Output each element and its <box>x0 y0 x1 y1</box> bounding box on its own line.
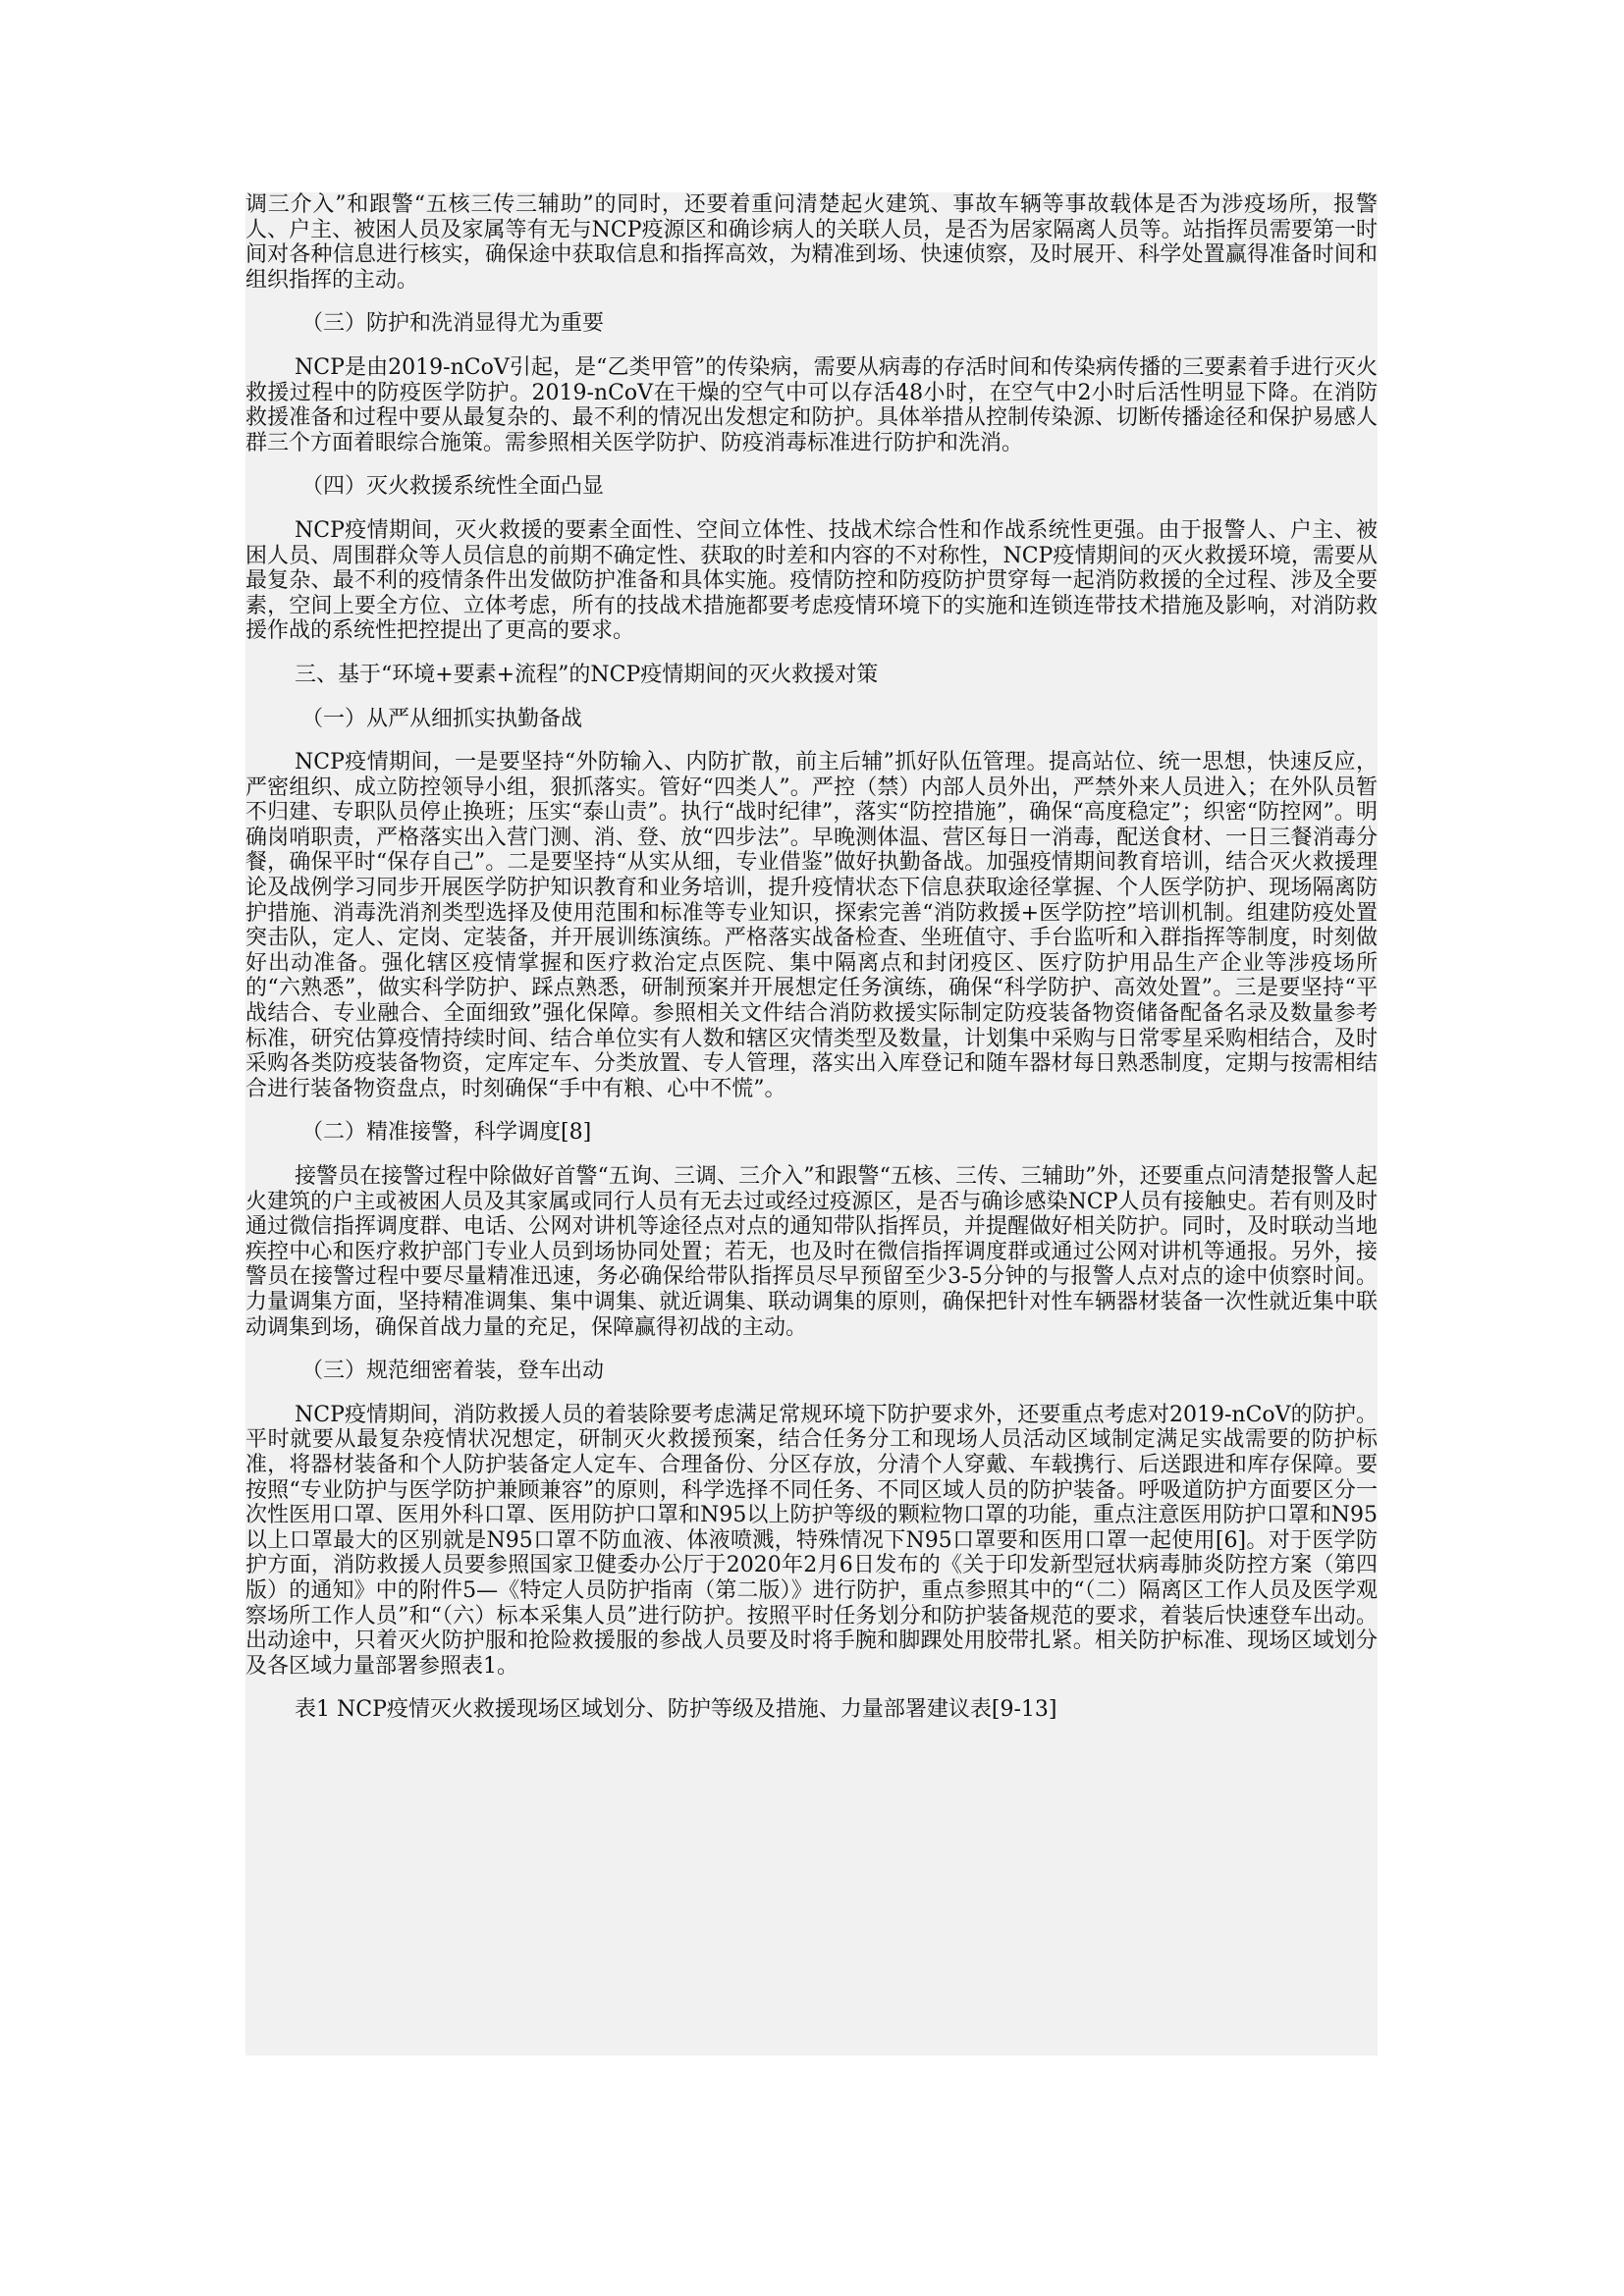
paragraph: 接警员在接警过程中除做好首警“五询、三调、三介入”和跟警“五核、三传、三辅助”外，还要重点问清楚报警人起火建筑的户主或被困人员及其家属或同行人员有无去过或经过疫源区，是否与确诊感染NCP人员有接触史。若有则及时通过微信指挥调度群、电话、公网对讲机等途径点对点的通知带队指挥员，并提醒做好相关防护。同时，及时联动当地疾控中心和医疗救护部门专业人员到场协同处置；若无，也及时在微信指挥调度群或通过公网对讲机等通报。另外，接警员在接警过程中要尽量精准迅速，务必确保给带队指挥员尽早预留至少3-5分钟的与报警人点对点的途中侦察时间。力量调集方面，坚持精准调集、集中调集、就近调集、联动调集的原则，确保把针对性车辆器材装备一次性就近集中联动调集到场，确保首战力量的充足，保障赢得初战的主动。 <box>245 1164 1378 1340</box>
section-heading-4: （四）灭火救援系统性全面凸显 <box>301 474 605 500</box>
section-heading-1: （一）从严从细抓实执勤备战 <box>301 706 583 731</box>
paragraph: NCP是由2019-nCoV引起，是“乙类甲管”的传染病，需要从病毒的存活时间和传染病传播的三要素着手进行灭火救援过程中的防疫医学防护。2019-nCoV在干燥的空气中可以存活48小时，在空气中2小时后活性明显下降。在消防救援准备和过程中要从最复杂的、最不利的情况出发想定和防护。具体举措从控制传染源、切断传播途径和保护易感人群三个方面着眼综合施策。需参照相关医学防护、防疫消毒标准进行防护和洗消。 <box>245 354 1378 455</box>
table-caption: 表1 NCP疫情灭火救援现场区域划分、防护等级及措施、力量部署建议表[9-13] <box>295 1697 1057 1723</box>
document-body <box>245 192 1378 1723</box>
paragraph: NCP疫情期间，消防救援人员的着装除要考虑满足常规环境下防护要求外，还要重点考虑对2019-nCoV的防护。平时就要从最复杂疫情状况想定，研制灭火救援预案，结合任务分工和现场人员活动区域制定满足实战需要的防护标准，将器材装备和个人防护装备定人定车、合理备份、分区存放，分清个人穿戴、车载携行、后送跟进和库存保障。要按照“专业防护与医学防护兼顾兼容”的原则，科学选择不同任务、不同区域人员的防护装备。呼吸道防护方面要区分一次性医用口罩、医用外科口罩、医用防护口罩和N95以上防护等级的颗粒物口罩的功能，重点注意医用防护口罩和N95以上口罩最大的区别就是N95口罩不防血液、体液喷溅，特殊情况下N95口罩要和医用口罩一起使用[6]。对于医学防护方面，消防救援人员要参照国家卫健委办公厅于2020年2月6日发布的《关于印发新型冠状病毒肺炎防控方案（第四版）的通知》中的附件5—《特定人员防护指南（第二版）》进行防护，重点参照其中的“（二）隔离区工作人员及医学观察场所工作人员”和“（六）标本采集人员”进行防护。按照平时任务划分和防护装备规范的要求，着装后快速登车出动。出动途中，只着灭火防护服和抢险救援服的参战人员要及时将手腕和脚踝处用胶带扎紧。相关防护标准、现场区域划分及各区域力量部署参照表1。 <box>245 1402 1378 1679</box>
paragraph-continuation: 调三介入”和跟警“五核三传三辅助”的同时，还要着重问清楚起火建筑、事故车辆等事故载体是否为涉疫场所，报警人、户主、被困人员及家属等有无与NCP疫源区和确诊病人的关联人员，是否为居家隔离人员等。站指挥员需要第一时间对各种信息进行核实，确保途中获取信息和指挥高效，为精准到场、快速侦察，及时展开、科学处置赢得准备时间和组织指挥的主动。 <box>245 192 1378 293</box>
chapter-heading: 三、基于“环境+要素+流程”的NCP疫情期间的灭火救援对策 <box>295 662 879 687</box>
section-heading-2: （二）精准接警，科学调度[8] <box>301 1120 592 1146</box>
paragraph: NCP疫情期间，灭火救援的要素全面性、空间立体性、技战术综合性和作战系统性更强。由于报警人、户主、被困人员、周围群众等人员信息的前期不确定性、获取的时差和内容的不对称性，NCP疫情期间的灭火救援环境，需要从最复杂、最不利的疫情条件出发做防护准备和具体实施。疫情防控和防疫防护贯穿每一起消防救援的全过程、涉及全要素，空间上要全方位、立体考虑，所有的技战术措施都要考虑疫情环境下的实施和连锁连带技术措施及影响，对消防救援作战的系统性把控提出了更高的要求。 <box>245 517 1378 644</box>
section-heading-3b: （三）规范细密着装，登车出动 <box>301 1359 605 1384</box>
section-heading-3: （三）防护和洗消显得尤为重要 <box>301 311 605 337</box>
paragraph: NCP疫情期间，一是要坚持“外防输入、内防扩散，前主后辅”抓好队伍管理。提高站位、统一思想，快速反应，严密组织、成立防控领导小组，狠抓落实。管好“四类人”。严控（禁）内部人员外出，严禁外来人员进入；在外队员暂不归建、专职队员停止换班；压实“泰山责”。执行“战时纪律”，落实“防控措施”，确保“高度稳定”；织密“防控网”。明确岗哨职责，严格落实出入营门测、消、登、放“四步法”。早晚测体温、营区每日一消毒，配送食材、一日三餐消毒分餐，确保平时“保存自己”。二是要坚持“从实从细，专业借鉴”做好执勤备战。加强疫情期间教育培训，结合灭火救援理论及战例学习同步开展医学防护知识教育和业务培训，提升疫情状态下信息获取途径掌握、个人医学防护、现场隔离防护措施、消毒洗消剂类型选择及使用范围和标准等专业知识，探索完善“消防救援+医学防控”培训机制。组建防疫处置突击队，定人、定岗、定装备，并开展训练演练。严格落实战备检查、坐班值守、手台监听和入群指挥等制度，时刻做好出动准备。强化辖区疫情掌握和医疗救治定点医院、集中隔离点和封闭疫区、医疗防护用品生产企业等涉疫场所的“六熟悉”，做实科学防护、踩点熟悉，研制预案并开展想定任务演练，确保“科学防护、高效处置”。三是要坚持“平战结合、专业融合、全面细致”强化保障。参照相关文件结合消防救援实际制定防疫装备物资储备配备名录及数量参考标准，研究估算疫情持续时间、结合单位实有人数和辖区灾情类型及数量，计划集中采购与日常零星采购相结合，及时采购各类防疫装备物资，定库定车、分类放置、专人管理，落实出入库登记和随车器材每日熟悉制度，定期与按需相结合进行装备物资盘点，时刻确保“手中有粮、心中不慌”。 <box>245 750 1378 1101</box>
